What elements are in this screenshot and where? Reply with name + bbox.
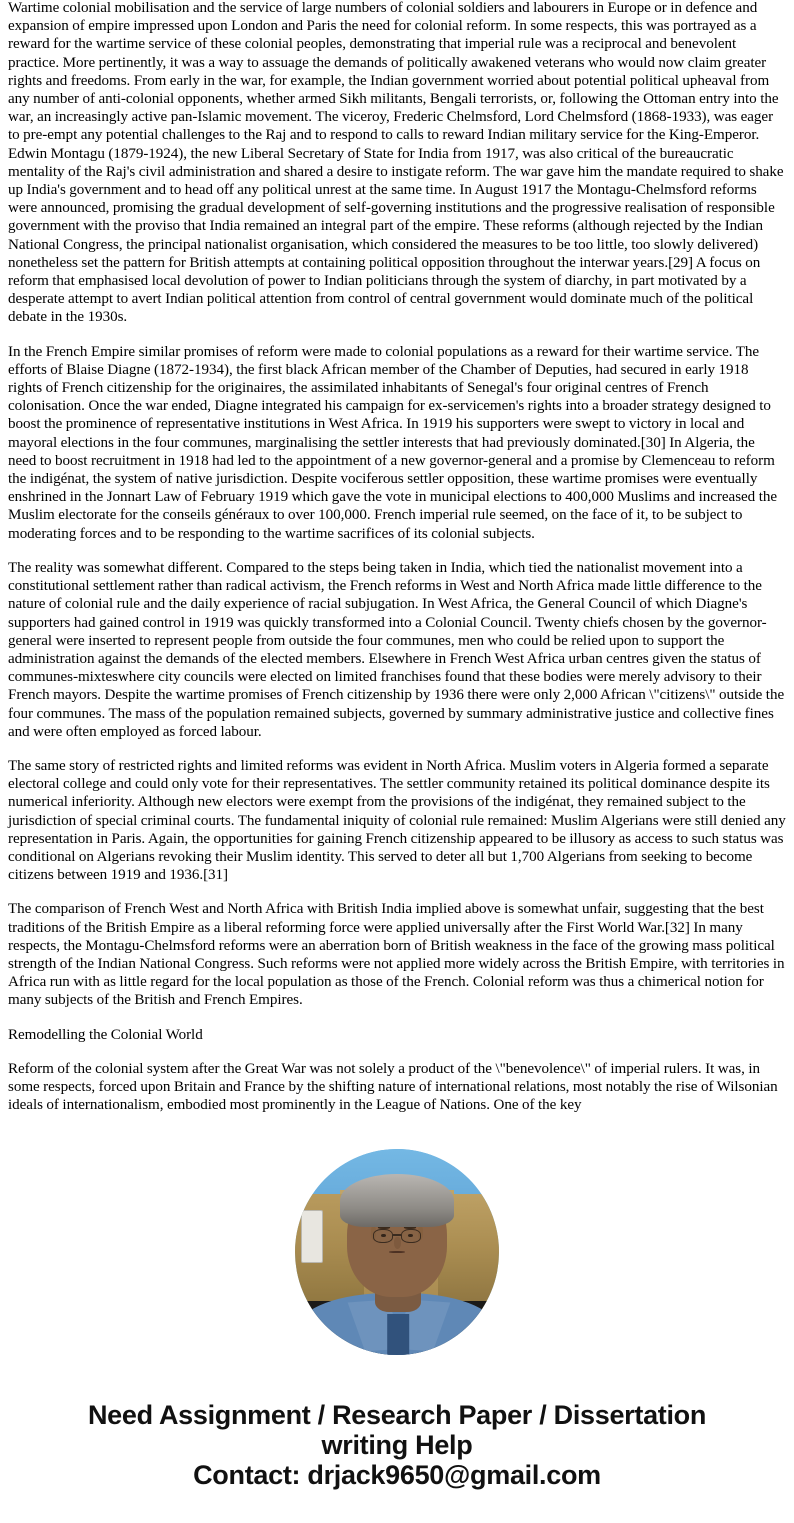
photo-mouth bbox=[389, 1251, 405, 1253]
photo-hair bbox=[340, 1174, 454, 1228]
paragraph-1: Wartime colonial mobilisation and the service of large numbers of colonial soldiers and labourers in Europe or in defence and expansion of empire impressed upon London and Paris the need for colonial reform. In some respects, this was portrayed as a reward for the wartime service of these colonial peoples, demonstrating that imperial rule was a reciprocal and benevolent practice. More pertinently, it was a way to assuage the demands of politically awakened veterans who would now claim greater rights and freedoms. From early in the war, for example, the Indian government worried about potential political upheaval from any number of anti-colonial opponents, whether armed Sikh militants, Bengali terrorists, or, following the Ottoman entry into the war, an increasingly active pan-Islamic movement. The viceroy, Frederic Chelmsford, Lord Chelmsford (1868-1933), was eager to pre-empt any potential challenges to the Raj and to respond to calls to reward Indian military service for the King-Emperor. Edwin Montagu (1879-1924), the new Liberal Secretary of State for India from 1917, was also critical of the bureaucratic mentality of the Raj's civil administration and shared a desire to instigate reform. The war gave him the mandate required to shake up India's government and to head off any political unrest at the same time. In August 1917 the Montagu-Chelmsford reforms were announced, promising the gradual development of self-governing institutions and the progressive realisation of responsible government with the proviso that India remained an integral part of the empire. These reforms (although rejected by the Indian National Congress, the principal nationalist organisation, which considered the measures to be too little, too slowly delivered) nonetheless set the pattern for British attempts at containing political opposition throughout the interwar years.[29] A focus on reform that emphasised local devolution of power to Indian politicians through the system of diarchy, in part motivated by a desperate attempt to avert Indian political attention from control of central government would dominate much of the political debate in the 1930s. bbox=[8, 0, 784, 326]
photo-lens-right bbox=[401, 1229, 421, 1243]
paragraph-3: The reality was somewhat different. Compared to the steps being taken in India, which tied the nationalist movement into a constitutional settlement rather than radical activism, the French reforms in West and North Africa made little difference to the nature of colonial rule and the daily experience of racial subjugation. In West Africa, the General Council of which Diagne's supporters had gained control in 1919 was quickly transformed into a Colonial Council. Twenty chiefs chosen by the governor-general were inserted to represent people from outside the four communes, men who could be relied upon to support the administration against the demands of the elected members. Elsewhere in French West Africa urban centres given the status of communes-mixteswhere city councils were elected on limited franchises found that these bodies were merely advisory to their French mayors. Despite the wartime promises of French citizenship by 1936 there were only 2,000 African \"citizens\" outside the four communes. The mass of the population remained subjects, governed by summary administrative justice and collective fines and were often employed as forced labour. bbox=[8, 559, 785, 740]
paragraph-4: The same story of restricted rights and limited reforms was evident in North Africa. Muslim voters in Algeria formed a separate electoral college and could only vote for their representatives. The settler community retained its political dominance despite its numerical inferiority. Although new electors were exempt from the provisions of the indigénat, they remained subject to the jurisdiction of special criminal courts. The fundamental iniquity of colonial rule remained: Muslim Algerians were still denied any representation in Paris. Again, the opportunities for gaining French citizenship appeared to be illusory as access to such status was conditional on Algerians revoking their Muslim identity. This served to deter all but 1,700 Algerians from seeking to become citizens between 1919 and 1936.[31] bbox=[8, 757, 786, 884]
paragraph-6: Reform of the colonial system after the Great War was not solely a product of the \"benevolence\" of imperial rulers. It was, in some respects, forced upon Britain and France by the shifting nature of international relations, most notably the rise of Wilsonian ideals of internationalism, embodied most prominently in the League of Nations. One of the key bbox=[8, 1060, 778, 1114]
photo-tie bbox=[387, 1314, 409, 1355]
photo-lens-left bbox=[373, 1229, 393, 1243]
photo-nose bbox=[394, 1237, 401, 1249]
promo-contact-email: Contact: drjack9650@gmail.com bbox=[193, 1460, 601, 1490]
promo-block bbox=[0, 1400, 794, 1490]
avatar bbox=[295, 1149, 499, 1355]
promo-line-2: writing Help bbox=[321, 1430, 473, 1460]
portrait-photo-container bbox=[0, 1147, 794, 1357]
photo-glasses-bridge bbox=[393, 1234, 401, 1236]
paragraph-2: In the French Empire similar promises of reform were made to colonial populations as a reward for their wartime service. The efforts of Blaise Diagne (1872-1934), the first black African member of the Chamber of Deputies, had secured in early 1918 rights of French citizenship for the originaires, the assimilated inhabitants of Senegal's four original centres of French colonisation. Once the war ended, Diagne integrated his campaign for ex-servicemen's rights into a broader strategy designed to boost the prominence of representative institutions in West Africa. In 1919 his supporters were swept to victory in local and mayoral elections in the four communes, marginalising the settler interests that had previously dominated.[30] In Algeria, the need to boost recruitment in 1918 had led to the appointment of a new governor-general and a promise by Clemenceau to reform the indigénat, the system of native jurisdiction. Despite vociferous settler opposition, these wartime promises were eventually enshrined in the Jonnart Law of February 1919 which gave the vote in municipal elections to 400,000 Muslims and increased the Muslim electorate for the conseils généraux to over 100,000. French imperial rule seemed, on the face of it, to be subject to moderating forces and to be responding to the wartime sacrifices of its colonial subjects. bbox=[8, 343, 777, 542]
section-heading-remodelling: Remodelling the Colonial World bbox=[8, 1026, 203, 1043]
promo-line-1: Need Assignment / Research Paper / Dissertation bbox=[87, 1400, 707, 1430]
paragraph-5: The comparison of French West and North Africa with British India implied above is somewhat unfair, suggesting that the best traditions of the British Empire as a liberal reforming force were applied universally after the First World War.[32] In many respects, the Montagu-Chelmsford reforms were an aberration born of British weakness in the face of the growing mass political strength of the Indian National Congress. Such reforms were not applied more widely across the British Empire, with territories in Africa run with as little regard for the local population as those of the French. Colonial reform was thus a chimerical notion for many subjects of the British and French Empires. bbox=[8, 901, 785, 1009]
